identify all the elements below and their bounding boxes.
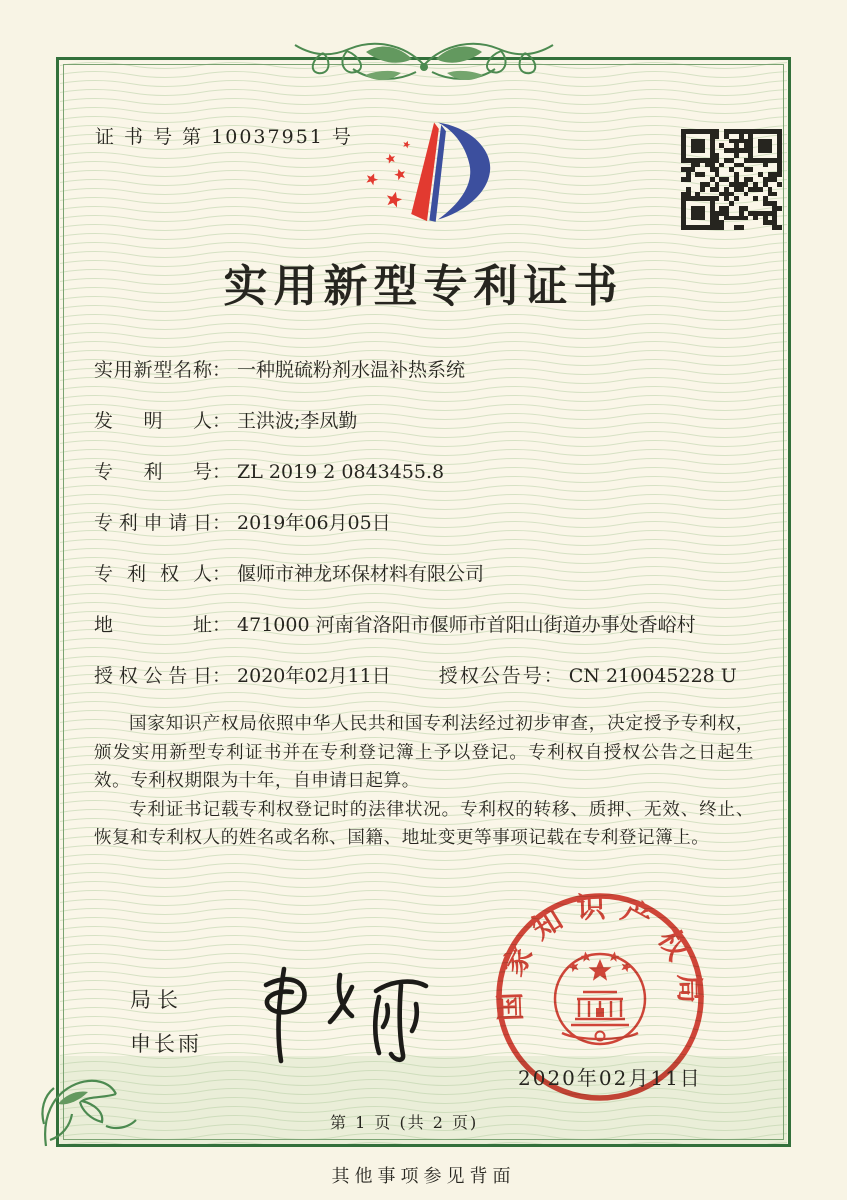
ornament-top-icon (287, 27, 561, 93)
field-filing-date: 专利申请日： 2019年06月05日 (94, 512, 391, 534)
certificate-number: 证 书 号 第 10037951 号 (95, 126, 353, 148)
director-name-label: 申长雨 (130, 1032, 202, 1056)
field-address: 地址： 471000 河南省洛阳市偃师市首阳山街道办事处香峪村 (94, 614, 696, 636)
field-label: 发明人 (94, 410, 212, 432)
field-grant-date-and-number: 授权公告日： 2020年02月11日 授权公告号： CN 210045228 U (94, 665, 737, 687)
field-utility-model-name: 实用新型名称： 一种脱硫粉剂水温补热系统 (94, 359, 466, 381)
certificate-fields (94, 357, 754, 714)
page-indicator: 第 1 页 (共 2 页) (330, 1113, 479, 1132)
field-value: CN 210045228 U (568, 665, 737, 687)
field-label: 地址 (94, 614, 212, 636)
field-value: ZL 2019 2 0843455.8 (237, 461, 445, 483)
legal-paragraph-1: 国家知识产权局依照中华人民共和国专利法经过初步审查，决定授予专利权，颁发实用新型专利证书并在专利登记簿上予以登记。专利权自授权公告之日起生效。专利权期限为十年，自申请日起算。 (94, 714, 754, 791)
seal-text: 国家知识产权局 (492, 889, 708, 1022)
field-patent-number: 专利号： ZL 2019 2 0843455.8 (94, 461, 445, 483)
field-patentee: 专利权人： 偃师市神龙环保材料有限公司 (94, 563, 485, 585)
legal-paragraph-2: 专利证书记载专利权登记时的法律状况。专利权的转移、质押、无效、终止、恢复和专利权人的姓名或名称、国籍、地址变更等事项记载在专利登记簿上。 (94, 799, 754, 848)
field-label: 授权公告日 (94, 665, 212, 687)
field-label: 专利申请日 (94, 512, 212, 534)
field-value: 2020年02月11日 (237, 665, 391, 687)
seal-date: 2020年02月11日 (518, 1066, 702, 1090)
back-note: 其他事项参见背面 (331, 1166, 516, 1187)
field-value: 471000 河南省洛阳市偃师市首阳山街道办事处香峪村 (237, 614, 696, 636)
field-value: 一种脱硫粉剂水温补热系统 (237, 359, 466, 381)
field-label: 专利号 (94, 461, 212, 483)
cnipa-logo (356, 116, 498, 230)
director-signature (228, 955, 443, 1067)
field-label: 授权公告号 (438, 665, 544, 687)
field-label: 专利权人 (94, 563, 212, 585)
field-value: 王洪波;李凤勤 (237, 410, 358, 432)
field-grant-number: 授权公告号： CN 210045228 U (438, 665, 737, 687)
director-title-label: 局长 (130, 988, 184, 1012)
field-value: 偃师市神龙环保材料有限公司 (237, 563, 485, 585)
field-label: 实用新型名称 (94, 359, 212, 381)
certificate-title: 实用新型专利证书 (223, 261, 624, 312)
national-emblem-icon (555, 951, 645, 1044)
legal-text (94, 710, 754, 853)
field-inventor: 发明人： 王洪波;李凤勤 (94, 410, 358, 432)
qr-code (681, 129, 782, 230)
field-value: 2019年06月05日 (237, 512, 391, 534)
ornament-corner-icon (36, 1070, 140, 1148)
